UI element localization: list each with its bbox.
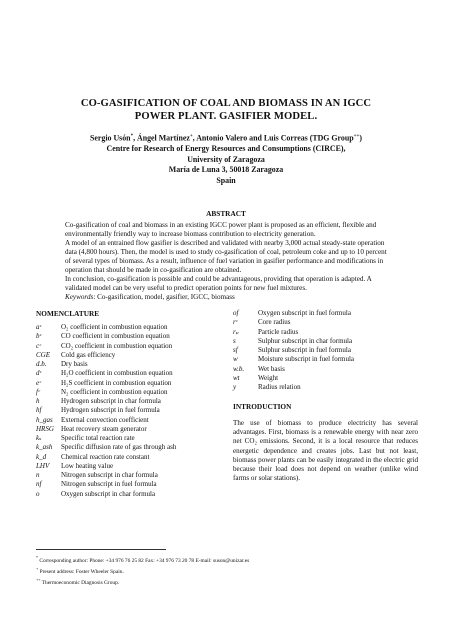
nomenclature-entry: [233, 365, 418, 374]
nomenclature-description: Low heating value: [61, 461, 114, 470]
nomenclature-description: Weight: [258, 373, 279, 382]
nomenclature-symbol: hf: [36, 406, 42, 415]
nomenclature-entry: [233, 383, 418, 392]
nomenclature-description: Chemical reaction rate constant: [61, 452, 150, 461]
nomenclature-entry: [36, 471, 231, 480]
nomenclature-symbol: HRSG: [36, 424, 54, 433]
abstract-paragraph-1: Co-gasification of coal and biomass in an existing IGCC power plant is proposed as an efficient, flexible and environmentally friendly way to increase biomass contribution to electricity generation.: [65, 221, 377, 239]
left-column: [36, 309, 231, 499]
nomenclature-entry: [36, 406, 231, 415]
nomenclature-description: H₂S coefficient in combustion equation: [61, 378, 172, 387]
nomenclature-description: External convection coefficient: [61, 415, 149, 424]
nomenclature-symbol: bᶜ: [36, 332, 42, 341]
affiliation-line-2: University of Zaragoza: [187, 154, 265, 164]
footnote-1: * Corresponding author: Phone: +34 976 76 25 82 Fax: +34 976 73 20 78 E-mail: suson@unizar.es: [36, 555, 250, 564]
nomenclature-list-right: [233, 309, 418, 392]
abstract-paragraph-2: A model of an entrained flow gasifier is described and validated with nearby 3,000 actual steady-state operation data (4,800 hours). Then, the model is used to study co-gasification of coal, petroleum coke and up to 10 percent of several types of biomass. As a result, influence of fuel variation in gasifier performance and modifications in operation that should be made in co-gasification are obtained.: [65, 239, 387, 275]
nomenclature-description: Specific diffusion rate of gas through ash: [61, 443, 177, 452]
nomenclature-symbol: fᶜ: [36, 387, 40, 396]
nomenclature-description: CO coefficient in combustion equation: [61, 332, 170, 341]
author-block: [30, 132, 422, 187]
footnotes: [36, 549, 416, 587]
nomenclature-description: Wet basis: [258, 364, 285, 373]
nomenclature-symbol: cᶜ: [36, 341, 41, 350]
nomenclature-symbol: d.b.: [36, 360, 47, 368]
nomenclature-symbol: h_gas: [36, 415, 53, 424]
nomenclature-description: Hydrogen subscript in fuel formula: [61, 406, 160, 415]
nomenclature-description: Specific total reaction rate: [61, 434, 135, 442]
nomenclature-entry: [36, 462, 231, 471]
nomenclature-description: Sulphur subscript in fuel formula: [258, 346, 351, 354]
nomenclature-symbol: o: [36, 489, 40, 498]
nomenclature-description: Nitrogen subscript in char formula: [61, 471, 158, 479]
nomenclature-symbol: n: [36, 471, 40, 479]
nomenclature-description: Oxygen subscript in fuel formula: [258, 309, 351, 317]
nomenclature-entry: [36, 342, 231, 351]
affiliation-line-1: Centre for Research of Energy Resources and Consumptions (CIRCE),: [106, 144, 346, 154]
nomenclature-symbol: w.b.: [233, 364, 245, 373]
keywords-label: Keywords: [65, 293, 94, 302]
abstract-body: [65, 221, 390, 302]
nomenclature-symbol: kₛ: [36, 434, 42, 442]
paper-title: [40, 97, 412, 123]
footnote-3: ++ Thermoeconomic Diagnosis Group.: [36, 577, 120, 586]
nomenclature-description: Sulphur subscript in char formula: [258, 336, 353, 345]
nomenclature-symbol: aᶜ: [36, 323, 42, 331]
right-column: [233, 309, 418, 483]
nomenclature-heading: NOMENCLATURE: [36, 309, 100, 318]
nomenclature-description: CO₂ coefficient in combustion equation: [61, 341, 173, 350]
nomenclature-symbol: y: [233, 383, 237, 391]
nomenclature-entry: [233, 337, 418, 346]
nomenclature-symbol: rₚ: [233, 327, 239, 336]
keywords-text: : Co-gasification, model, gasifier, IGCC, biomass: [93, 293, 235, 302]
nomenclature-description: O₂ coefficient in combustion equation: [61, 323, 168, 331]
nomenclature-description: Core radius: [258, 318, 291, 327]
footnote-2: + Present address: Foster Wheeler Spain.: [36, 566, 124, 575]
nomenclature-entry: [233, 328, 418, 337]
nomenclature-list-left: [36, 323, 231, 499]
nomenclature-symbol: h: [36, 397, 40, 405]
nomenclature-description: Heat recovery steam generator: [61, 424, 147, 433]
nomenclature-entry: [36, 379, 231, 388]
keywords-line: [65, 293, 390, 302]
affiliation-line-4: Spain: [216, 176, 236, 185]
nomenclature-description: Moisture subscript in fuel formula: [258, 355, 355, 364]
nomenclature-entry: [36, 397, 231, 406]
affiliation-line-3: María de Luna 3, 50018 Zaragoza: [168, 165, 284, 175]
nomenclature-entry: [233, 346, 418, 355]
nomenclature-description: Radius relation: [258, 383, 301, 391]
nomenclature-symbol: nf: [36, 480, 42, 489]
nomenclature-symbol: dᶜ: [36, 369, 42, 378]
nomenclature-description: Nitrogen subscript in fuel formula: [61, 480, 157, 489]
introduction-text: The use of biomass to produce electricity has several advantages. First, biomass is a renewable energy with near zero net CO₂ emissions. Second, it is a local resource that reduces energetic dependence and creates jobs. Last but not least, biomass power plants can be easily integrated in the electric grid because their load does not depend on weather (unlike wind farms or solar stations).: [233, 419, 418, 482]
nomenclature-description: Particle radius: [258, 327, 299, 336]
nomenclature-description: Oxygen subscript in char formula: [61, 489, 156, 498]
nomenclature-entry: [36, 332, 231, 341]
nomenclature-entry: [36, 360, 231, 369]
nomenclature-entry: [233, 318, 418, 327]
introduction-heading: INTRODUCTION: [233, 402, 292, 412]
nomenclature-entry: [36, 351, 231, 360]
nomenclature-entry: [36, 480, 231, 489]
nomenclature-symbol: of: [233, 309, 239, 317]
nomenclature-description: H₂O coefficient in combustion equation: [61, 369, 173, 378]
nomenclature-description: Dry basis: [61, 360, 88, 368]
abstract-paragraph-3: In conclusion, co-gasification is possible and could be advantageous, providing that operation is adapted. A validated model can be very useful to predict operation points for new fuel mixtures.: [65, 275, 372, 293]
nomenclature-entry: [36, 490, 231, 499]
nomenclature-entry: [36, 425, 231, 434]
nomenclature-symbol: eᶜ: [36, 378, 41, 387]
nomenclature-entry: [36, 416, 231, 425]
nomenclature-entry: [36, 323, 231, 332]
nomenclature-symbol: sf: [233, 346, 238, 354]
nomenclature-symbol: w: [233, 355, 238, 364]
title-line-2: POWER PLANT. GASIFIER MODEL.: [134, 111, 318, 122]
nomenclature-entry: [36, 453, 231, 462]
author-names: Sergio Usón*, Ángel Martínez+, Antonio Valero and Luis Correas (TDG Group++): [90, 133, 362, 143]
abstract-heading: ABSTRACT: [206, 209, 246, 218]
nomenclature-entry: [36, 388, 231, 397]
nomenclature-description: Hydrogen subscript in char formula: [61, 397, 161, 405]
title-line-1: CO-GASIFICATION OF COAL AND BIOMASS IN AN IGCC: [80, 98, 372, 109]
nomenclature-entry: [233, 355, 418, 364]
nomenclature-symbol: rᶜ: [233, 318, 238, 327]
nomenclature-symbol: s: [233, 336, 236, 345]
nomenclature-symbol: CGE: [36, 350, 50, 359]
footnote-rule: [36, 549, 166, 550]
nomenclature-entry: [233, 309, 418, 318]
nomenclature-description: Cold gas efficiency: [61, 350, 116, 359]
nomenclature-entry: [36, 443, 231, 452]
nomenclature-entry: [36, 434, 231, 443]
nomenclature-symbol: LHV: [36, 461, 50, 470]
nomenclature-symbol: wt: [233, 373, 240, 382]
nomenclature-entry: [233, 374, 418, 383]
nomenclature-symbol: k_ash: [36, 443, 53, 452]
nomenclature-symbol: k_d: [36, 452, 47, 461]
nomenclature-description: N₂ coefficient in combustion equation: [61, 387, 168, 396]
nomenclature-entry: [36, 369, 231, 378]
